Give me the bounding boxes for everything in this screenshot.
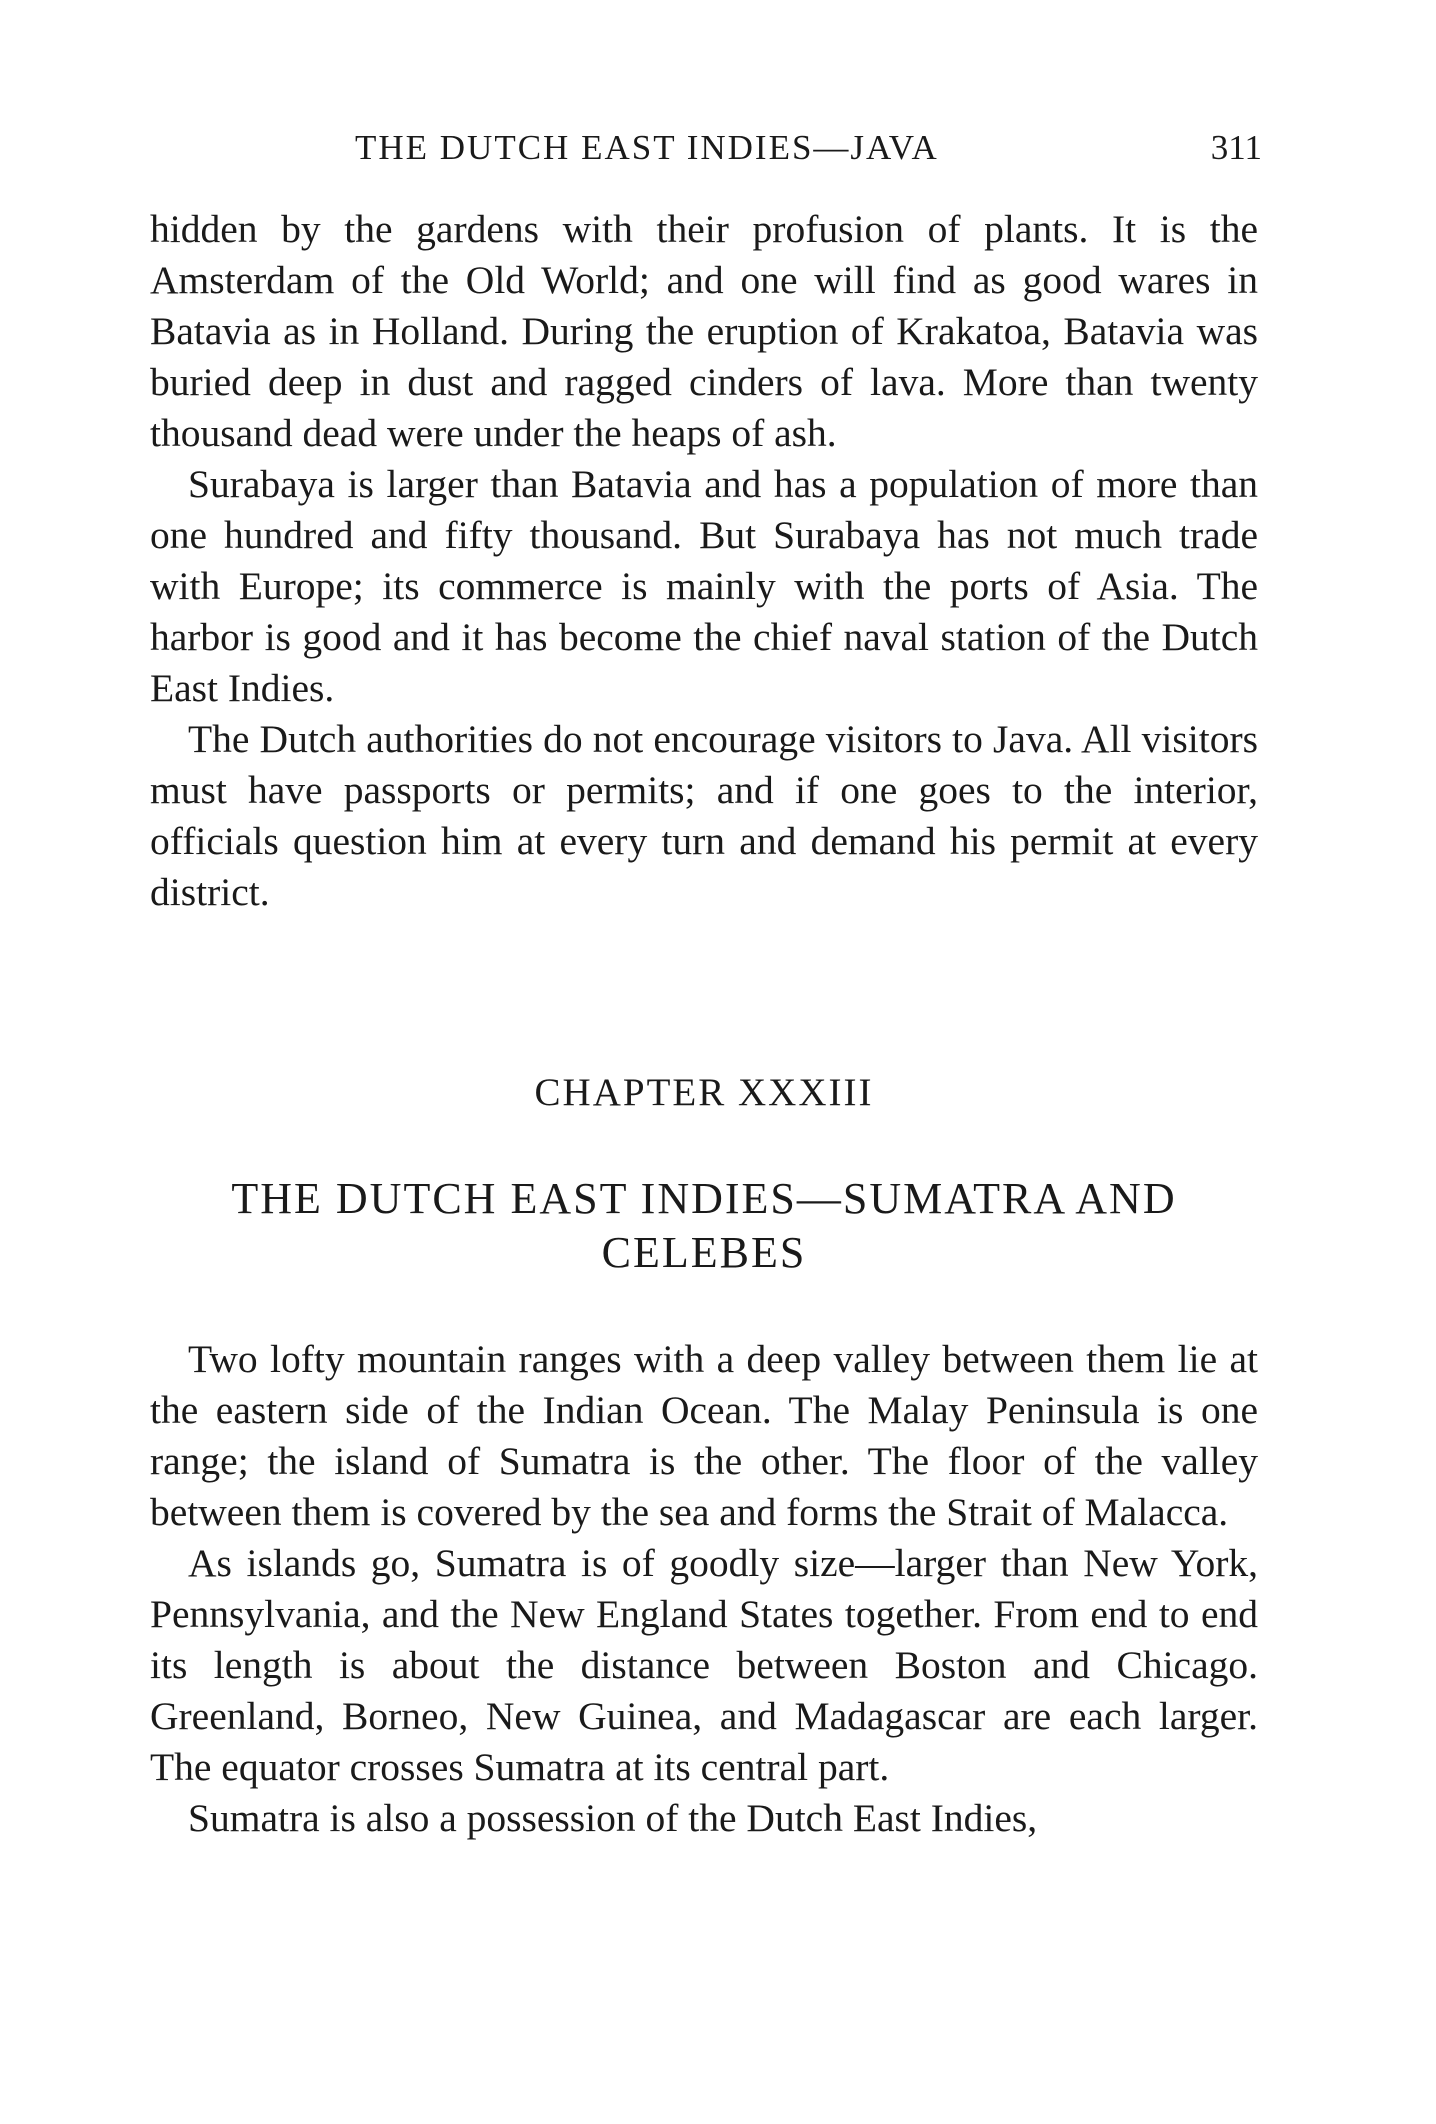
paragraph: hidden by the gardens with their profusion of plants. It is the Amsterdam of the Old World; and one will find as good wares in Batavia as in Holland. During the eruption of Krakatoa, Batavia was buried deep in dust and ragged cinders of lava. More than twenty thousand dead were under the heaps of ash. [150,207,1258,455]
text-block-bottom [150,1334,1258,1844]
paragraph: Sumatra is also a possession of the Dutch East Indies, [188,1796,1038,1840]
chapter-title-line: CELEBES [601,1228,807,1277]
page-number: 311 [1210,128,1262,167]
running-head [150,128,1270,178]
text-block-top [150,204,1258,918]
running-title: THE DUTCH EAST INDIES—JAVA [355,128,939,167]
paragraph: Surabaya is larger than Batavia and has a population of more than one hundred and fifty thousand. But Surabaya has not much trade with Europe; its commerce is mainly with the ports of Asia. The harbor is good and it has become the chief naval station of the Dutch East Indies. [150,462,1258,710]
paragraph: Two lofty mountain ranges with a deep valley between them lie at the eastern side of the Indian Ocean. The Malay Peninsula is one range; the island of Sumatra is the other. The floor of the valley between them is covered by the sea and forms the Strait of Malacca. [150,1337,1258,1534]
chapter-number: CHAPTER XXXIII [534,1071,874,1114]
paragraph: As islands go, Sumatra is of goodly size—larger than New York, Pennsylvania, and the New England States together. From end to end its length is about the distance between Boston and Chicago. Greenland, Borneo, New Guinea, and Madagascar are each larger. The equator crosses Sumatra at its central part. [150,1541,1258,1789]
chapter-title [150,1172,1258,1280]
chapter-title-line: THE DUTCH EAST INDIES—SUMATRA AND [231,1174,1177,1223]
paragraph: The Dutch authorities do not encourage visitors to Java. All visitors must have passports or permits; and if one goes to the interior, officials question him at every turn and demand his permit at every district. [150,717,1258,914]
